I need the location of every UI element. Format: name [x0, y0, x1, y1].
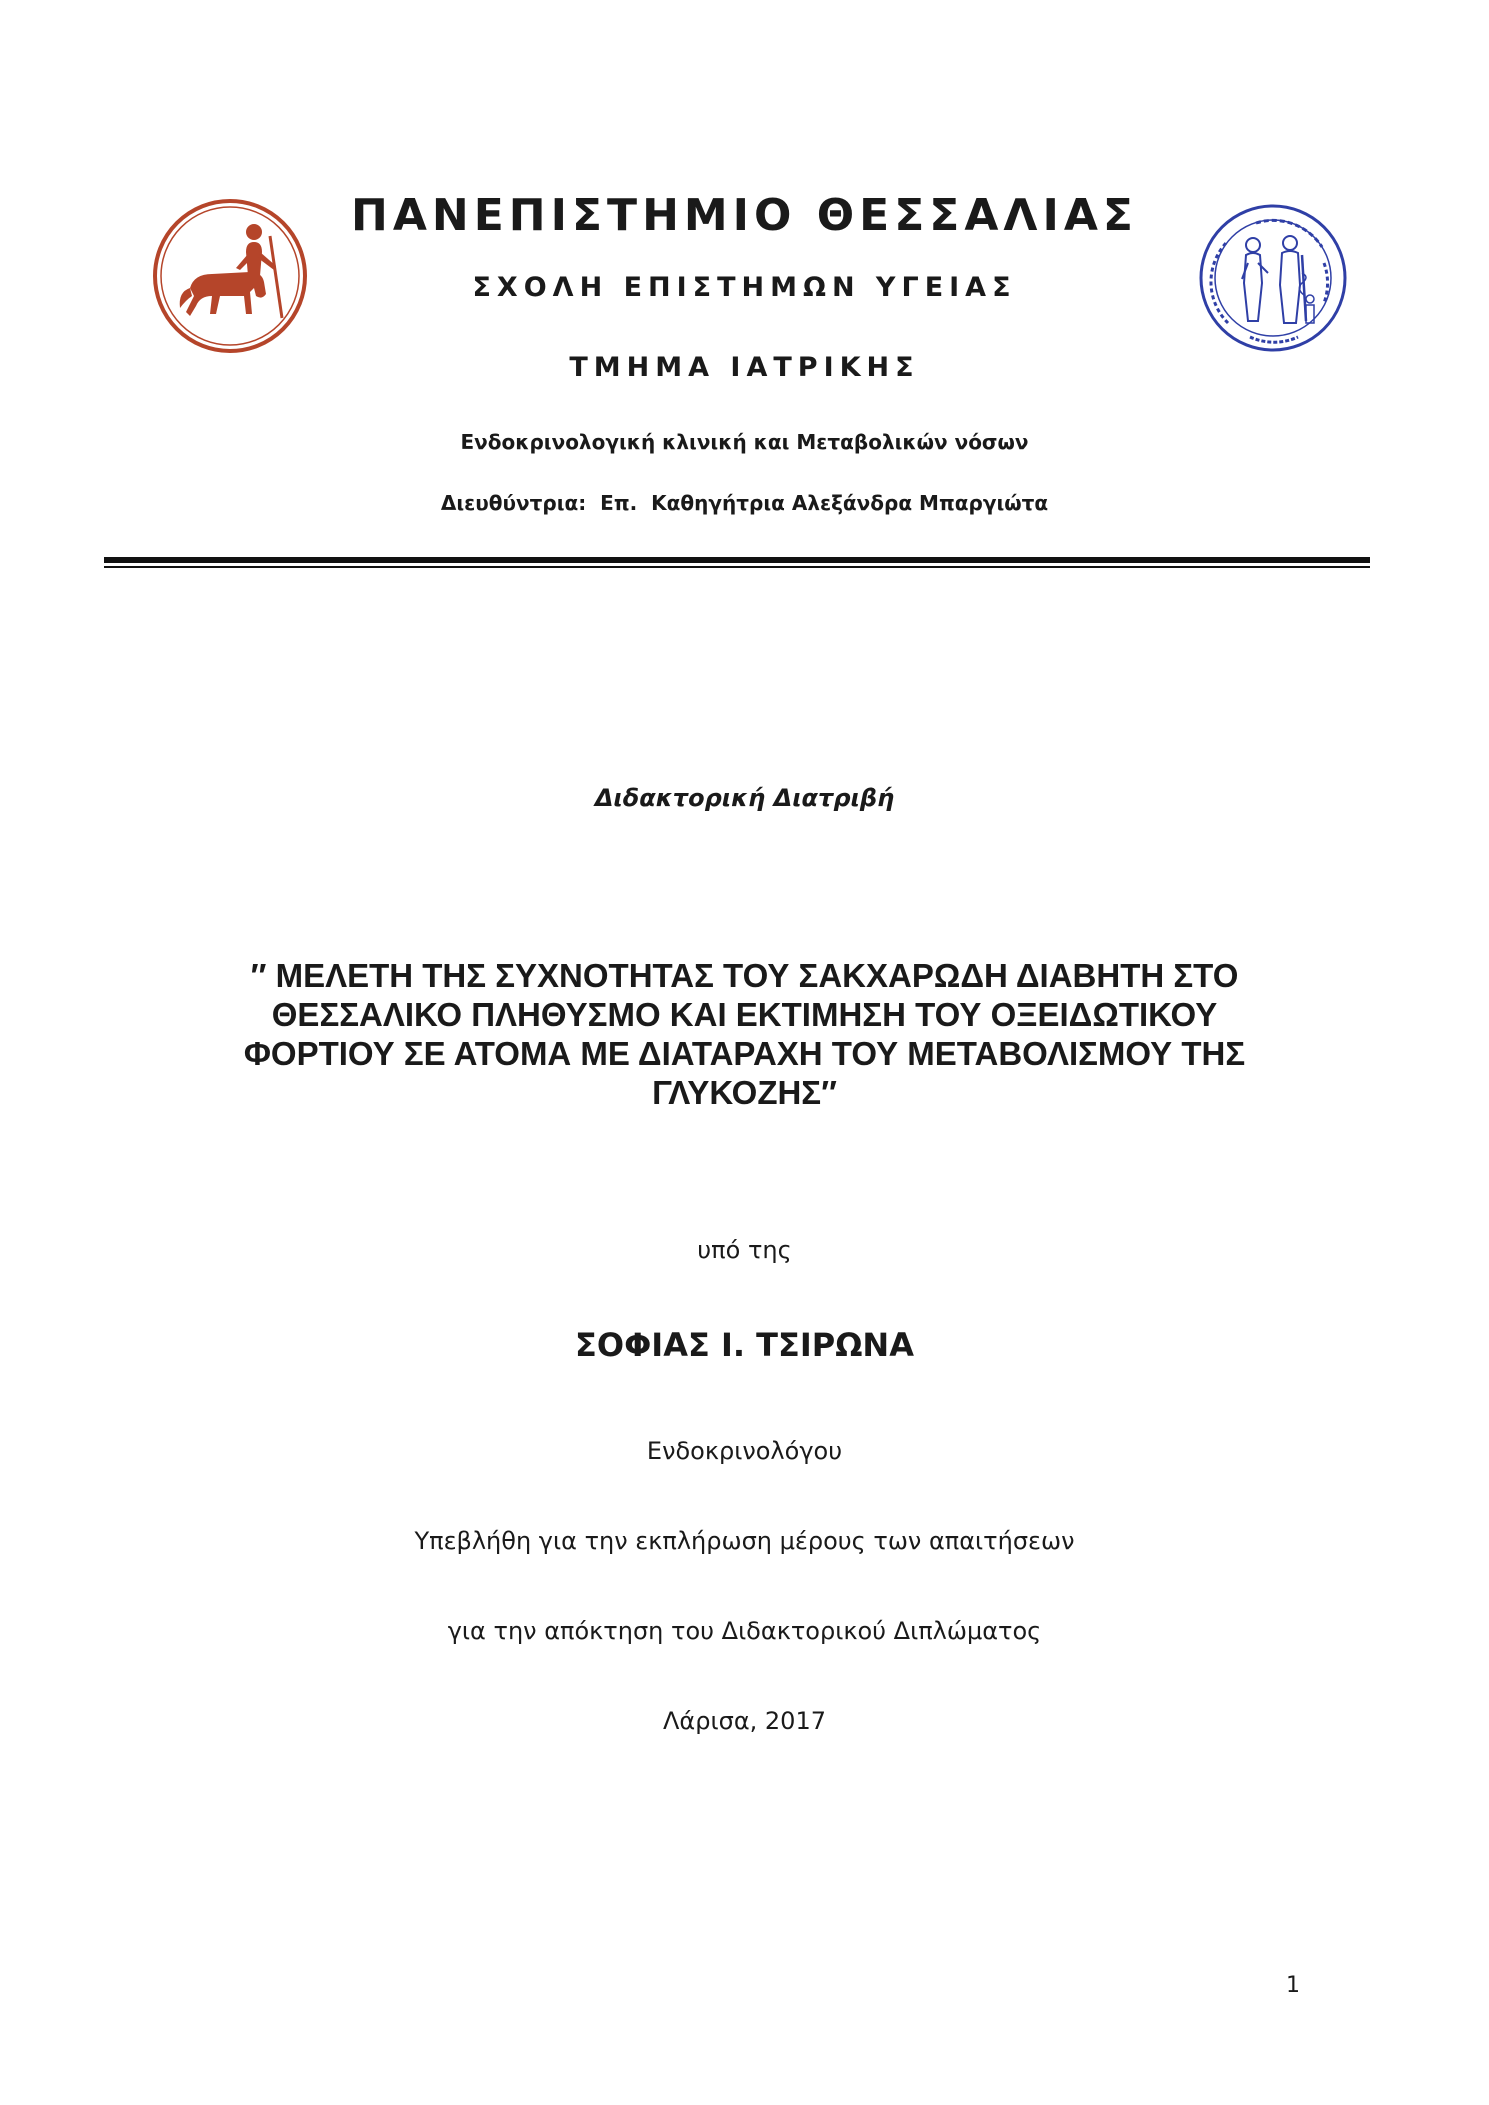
- thesis-title-line: ΦΟΡΤΙΟΥ ΣΕ ΑΤΟΜΑ ΜΕ ΔΙΑΤΑΡΑΧΗ ΤΟΥ ΜΕΤΑΒΟΛΙΣΜΟΥ ΤΗΣ: [243, 1035, 1246, 1072]
- submission-statement-line: Υπεβλήθη για την εκπλήρωση μέρους των απαιτήσεων: [414, 1527, 1075, 1555]
- thesis-title-line: ΓΛΥΚΟΖΗΣ″: [652, 1074, 837, 1111]
- clinic-name: Ενδοκρινολογική κλινική και Μεταβολικών νόσων: [460, 430, 1029, 454]
- director-line: Διευθύντρια: Επ. Καθηγήτρια Αλεξάνδρα Μπαργιώτα: [440, 491, 1049, 515]
- submission-statement-line: για την απόκτηση του Διδακτορικού Διπλώματος: [447, 1617, 1042, 1645]
- author-specialty: Ενδοκρινολόγου: [646, 1437, 843, 1465]
- thesis-title-line: ΘΕΣΣΑΛΙΚΟ ΠΛΗΘΥΣΜΟ ΚΑΙ ΕΚΤΙΜΗΣΗ ΤΟΥ ΟΞΕΙΔΩΤΙΚΟΥ: [271, 996, 1218, 1033]
- school-name: ΣΧΟΛΗ ΕΠΙΣΤΗΜΩΝ ΥΓΕΙΑΣ: [472, 272, 1017, 303]
- header-divider-thick: [104, 557, 1370, 563]
- by-line: υπό της: [697, 1236, 792, 1264]
- thesis-type: Διδακτορική Διατριβή: [594, 784, 895, 812]
- university-name: ΠΑΝΕΠΙΣΤΗΜΙΟ ΘΕΣΣΑΛΙΑΣ: [351, 190, 1138, 241]
- header-divider-thin: [104, 566, 1370, 568]
- author-name: ΣΟΦΙΑΣ Ι. ΤΣΙΡΩΝΑ: [575, 1326, 914, 1364]
- page-number: 1: [1286, 1973, 1300, 1998]
- place-and-date: Λάρισα, 2017: [663, 1707, 826, 1735]
- thesis-title: [180, 956, 1309, 1112]
- department-name: ΤΜΗΜΑ ΙΑΤΡΙΚΗΣ: [569, 352, 920, 383]
- thesis-title-line: ″ ΜΕΛΕΤΗ ΤΗΣ ΣΥΧΝΟΤΗΤΑΣ ΤΟΥ ΣΑΚΧΑΡΩΔΗ ΔΙΑΒΗΤΗ ΣΤΟ: [250, 957, 1239, 994]
